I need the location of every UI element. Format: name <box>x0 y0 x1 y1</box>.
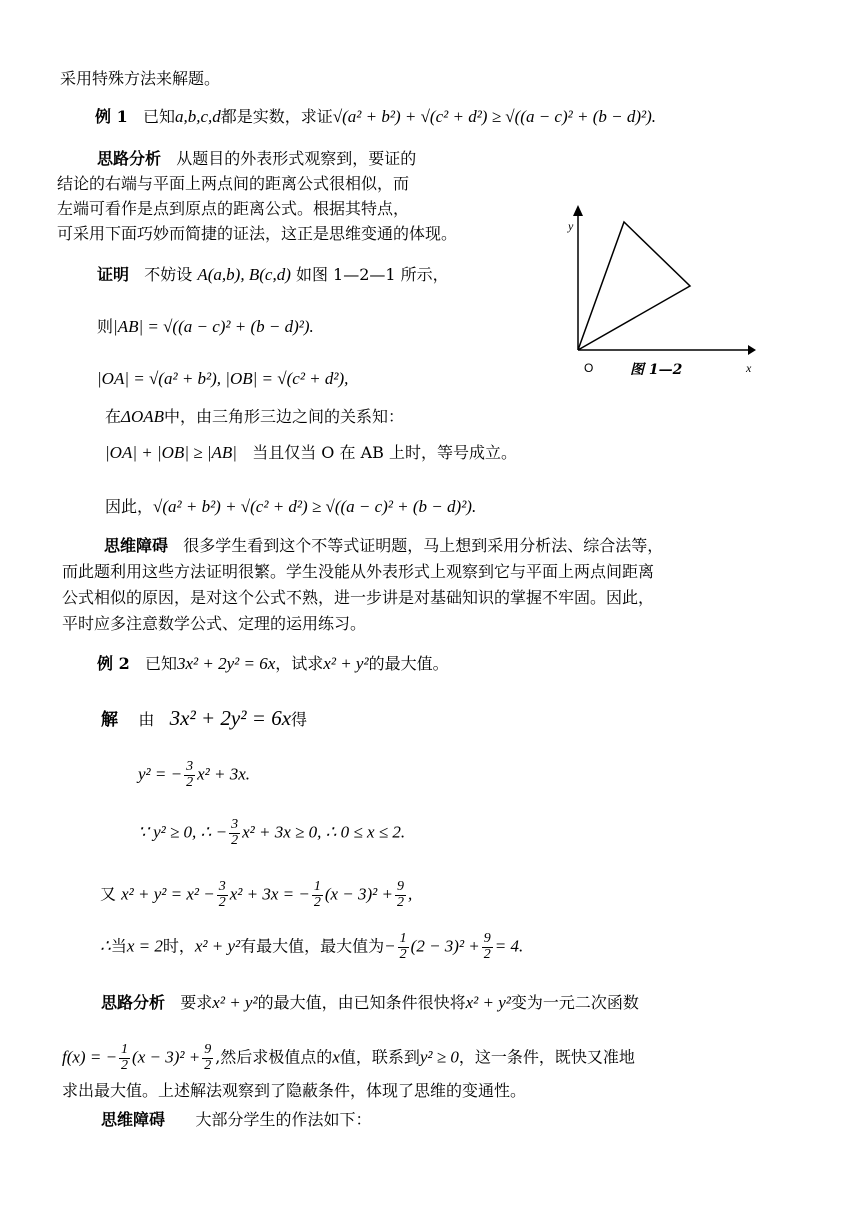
proof-oa-ob: |OA| = √(a² + b²), |OB| = √(c² + d²), <box>97 369 349 388</box>
solution-equation: 3x² + 2y² = 6x <box>169 706 292 730</box>
analysis-1-line-3: 左端可看作是点到原点的距离公式。根据其特点， <box>57 199 410 218</box>
example-1-vars: a,b,c,d <box>175 107 221 126</box>
x-axis-arrow-icon <box>748 345 756 355</box>
solution-sum-d: , <box>407 884 413 904</box>
fraction-3-2-b <box>229 818 240 848</box>
triangle-oab <box>578 222 690 350</box>
example-2-text-c: 的最大值。 <box>368 654 449 673</box>
solution-sum-a: x² + y² = x² − <box>121 884 215 904</box>
proof-line-6 <box>105 498 476 515</box>
example-2-text-b: ，试求 <box>275 654 324 673</box>
analysis-2-function: f(x) = − <box>62 1047 118 1067</box>
proof-points: A(a,b), B(c,d) <box>197 265 291 284</box>
solution-text-dang: 当 <box>110 936 127 956</box>
solution-text-you: 又 <box>100 884 117 904</box>
solution-condition-b: x² + 3x ≥ 0, ∴ 0 ≤ x ≤ 2. <box>242 822 406 842</box>
y-axis-arrow-icon <box>573 205 583 216</box>
obstacle-1-line-3: 公式相似的原因，是对这个公式不熟，进一步讲是对基础知识的掌握不牢固。因此， <box>62 588 655 607</box>
fraction-9-2-b-num: 9 <box>483 931 491 946</box>
analysis-2-function-b: (x − 3)² + <box>132 1047 201 1067</box>
proof-text-4a: 在 <box>105 407 122 426</box>
solution-text-max: 有最大值，最大值为 <box>240 936 385 956</box>
solution-condition-a: ∵ y² ≥ 0, ∴ − <box>138 822 228 842</box>
analysis-2-text-a: 要求 <box>180 993 213 1012</box>
fraction-1-2-den: 2 <box>313 894 321 910</box>
solution-text-1b: 得 <box>291 710 308 729</box>
obstacle-2-text: 大部分学生的作法如下： <box>195 1110 372 1129</box>
analysis-2-condition: y² ≥ 0 <box>419 1047 459 1067</box>
solution-label: 解 <box>101 710 118 730</box>
analysis-2-expr-2: x² + y² <box>465 993 511 1012</box>
fraction-9-2-c-num: 9 <box>204 1042 212 1057</box>
proof-text-2a: 则 <box>97 317 114 336</box>
fraction-3-2-b-num: 3 <box>231 817 239 832</box>
proof-inequality: |OA| + |OB| ≥ |AB| <box>105 443 237 462</box>
proof-conclusion: √(a² + b²) + √(c² + d²) ≥ √((a − c)² + (b − d)²). <box>153 497 477 516</box>
example-2-expr: x² + y² <box>323 654 369 673</box>
fraction-9-2 <box>395 880 406 910</box>
proof-line-5 <box>105 444 517 461</box>
solution-text-shi: 时， <box>162 936 195 956</box>
analysis-2-text-c: 变为一元二次函数 <box>510 993 639 1012</box>
analysis-2-line-2 <box>62 1043 635 1073</box>
fraction-1-2-num: 1 <box>313 879 321 894</box>
proof-triangle: ΔOAB <box>121 407 165 426</box>
fraction-9-2-b-den: 2 <box>483 946 491 962</box>
proof-ab-distance: |AB| = √((a − c)² + (b − d)²). <box>113 317 314 336</box>
fraction-3-2-c-num: 3 <box>218 879 226 894</box>
fraction-3-2 <box>184 760 195 790</box>
analysis-2-label: 思路分析 <box>101 993 166 1012</box>
proof-line-3 <box>97 370 348 387</box>
origin-label: O <box>584 361 594 375</box>
solution-sum-c: (x − 3)² + <box>324 884 393 904</box>
solution-x-eq-2: x = 2 <box>126 936 163 956</box>
proof-text-1a: 不妨设 <box>144 265 193 284</box>
solution-line-2 <box>138 760 250 790</box>
fraction-3-2-den: 2 <box>186 774 194 790</box>
example-1-statement <box>95 108 656 125</box>
fraction-9-2-num: 9 <box>396 879 404 894</box>
analysis-2-text-d: ,然后求极值点的 <box>215 1047 333 1067</box>
example-2-label: 例 2 <box>97 654 130 673</box>
proof-line-2 <box>97 318 314 335</box>
analysis-1-line-1 <box>97 151 416 167</box>
obstacle-1-text-1: 很多学生看到这个不等式证明题，马上想到采用分析法、综合法等， <box>183 536 664 555</box>
fraction-9-2-b <box>482 932 493 962</box>
solution-y2-b: x² + 3x. <box>197 764 251 784</box>
fraction-3-2-c-den: 2 <box>218 894 226 910</box>
x-axis-label: x <box>746 361 752 375</box>
figure-caption: 图 1—2 <box>630 362 683 375</box>
fraction-9-2-c-den: 2 <box>204 1057 212 1073</box>
fraction-1-2-c-num: 1 <box>121 1042 129 1057</box>
solution-line-3 <box>138 818 405 848</box>
example-2-text-a: 已知 <box>144 654 177 673</box>
solution-sum-b: x² + 3x = − <box>229 884 310 904</box>
solution-max-expr: (2 − 3)² + <box>410 936 480 956</box>
analysis-1-line-2: 结论的右端与平面上两点间的距离公式很相似，而 <box>57 174 410 193</box>
solution-expr: x² + y² <box>194 936 241 956</box>
fraction-1-2-c-den: 2 <box>121 1057 129 1073</box>
solution-max-value: = 4. <box>494 936 524 956</box>
analysis-2-text-f: ，这一条件，既快又准地 <box>458 1047 635 1067</box>
analysis-1-line-4: 可采用下面巧妙而简捷的证法，这正是思维变通的体现。 <box>57 224 458 243</box>
proof-text-5b: 当且仅当 O 在 AB 上时，等号成立。 <box>252 443 517 462</box>
analysis-2-line-3: 求出最大值。上述解法观察到了隐蔽条件，体现了思维的变通性。 <box>62 1081 527 1100</box>
example-1-formula: √(a² + b²) + √(c² + d²) ≥ √((a − c)² + (b − d)²). <box>332 107 656 126</box>
analysis-2-line-1 <box>101 994 639 1011</box>
solution-therefore: ∴ <box>100 936 111 956</box>
obstacle-2-line <box>101 1112 372 1128</box>
solution-text-1a: 由 <box>138 710 155 729</box>
solution-line-4 <box>100 880 412 910</box>
proof-label: 证明 <box>97 265 130 284</box>
analysis-2-text-e: 值，联系到 <box>339 1047 420 1067</box>
example-1-label: 例 1 <box>95 107 128 126</box>
intro-line: 采用特殊方法来解题。 <box>60 69 221 88</box>
proof-text-1b: 如图 1—2—1 所示， <box>295 265 449 284</box>
fraction-1-2-b-den: 2 <box>399 946 407 962</box>
analysis-2-expr-1: x² + y² <box>212 993 258 1012</box>
analysis-1-text-1: 从题目的外表形式观察到，要证的 <box>176 149 417 168</box>
fraction-3-2-num: 3 <box>186 759 194 774</box>
y-axis-label: y <box>568 219 574 233</box>
proof-line-1 <box>97 266 449 283</box>
solution-line-5 <box>100 932 523 962</box>
obstacle-1-line-2: 而此题利用这些方法证明很繁。学生没能从外表形式上观察到它与平面上两点间距离 <box>62 562 655 581</box>
analysis-2-text-b: 的最大值，由已知条件很快将 <box>257 993 466 1012</box>
fraction-1-2-b <box>398 932 409 962</box>
triangle-figure <box>550 200 760 375</box>
proof-text-6a: 因此， <box>105 497 154 516</box>
obstacle-1-line-1 <box>104 538 663 554</box>
example-1-text-b: 都是实数，求证 <box>220 107 333 126</box>
solution-minus: − <box>384 936 396 956</box>
solution-y2-a: y² = − <box>138 764 183 784</box>
fraction-1-2-b-num: 1 <box>399 931 407 946</box>
fraction-3-2-b-den: 2 <box>231 832 239 848</box>
example-2-formula: 3x² + 2y² = 6x <box>177 654 276 673</box>
analysis-1-label: 思路分析 <box>97 149 162 168</box>
obstacle-2-label: 思维障碍 <box>101 1110 166 1129</box>
analysis-2-x: x <box>332 1047 340 1067</box>
fraction-3-2-c <box>217 880 228 910</box>
example-2-statement <box>97 655 449 672</box>
fraction-1-2 <box>312 880 323 910</box>
example-1-text-a: 已知 <box>142 107 175 126</box>
obstacle-1-line-4: 平时应多注意数学公式、定理的运用练习。 <box>62 614 367 633</box>
proof-line-4 <box>105 408 404 425</box>
obstacle-1-label: 思维障碍 <box>104 536 169 555</box>
fraction-9-2-den: 2 <box>396 894 404 910</box>
solution-line-1 <box>101 708 307 729</box>
fraction-1-2-c <box>119 1043 130 1073</box>
fraction-9-2-c <box>202 1043 213 1073</box>
proof-text-4b: 中，由三角形三边之间的关系知： <box>164 407 405 426</box>
